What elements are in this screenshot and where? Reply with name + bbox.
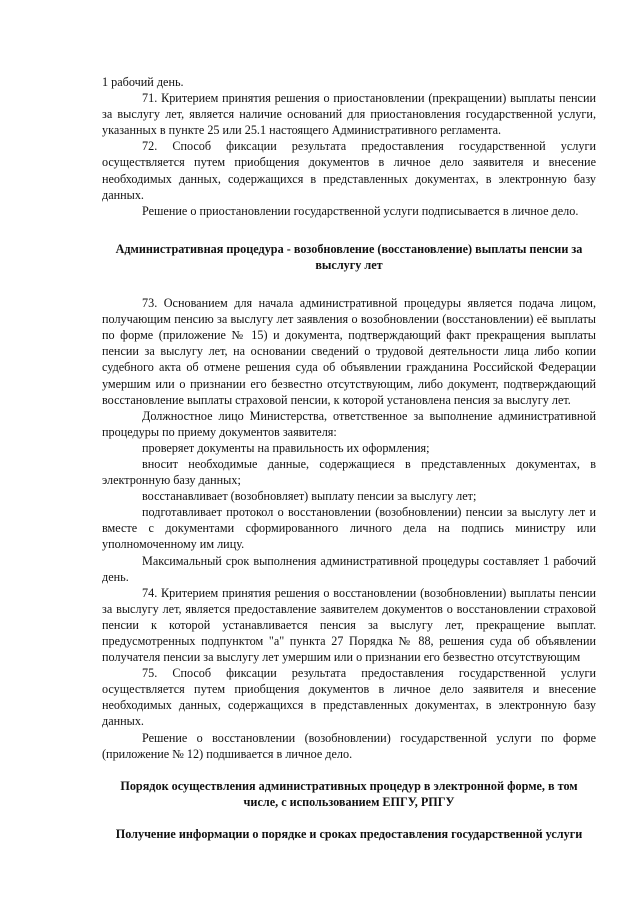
paragraph-73: 73. Основанием для начала административной процедуры является подача лицом, получающим пенсию за выслугу лет заявления о возобновлении (восстановлении) её выплаты по форме (приложение № 15) и документа, подтверждающий факт прекращения выплаты пенсии за выслугу лет, на основании сведений о трудовой деятельности лица либо копии судебного акта об отмене решения суда об объявлении гражданина Российской Федерации умершим или о признании его безвестно отсутствующим, либо документ, подтверждающий восстановление выплаты страховой пенсии, к которой установлена пенсия за выслугу лет. <box>102 296 596 407</box>
paragraph-72: 72. Способ фиксации результата предоставления государственной услуги осуществляется путем приобщения документов в личное дело заявителя и внесение необходимых данных, содержащихся в представленных документах, в электронную базу данных. <box>102 139 596 202</box>
spacer <box>102 219 596 241</box>
list-item-restore-payment: восстанавливает (возобновляет) выплату пенсии за выслугу лет; <box>142 489 477 504</box>
paragraph-75-decision: Решение о восстановлении (возобновлении) государственной услуги по форме (приложение № 12) подшивается в личное дело. <box>102 730 596 761</box>
list-item-prepare-protocol: подготавливает протокол о восстановлении (возобновлении) пенсии за выслугу лет и вместе с документами сформированного личного дела на подпись министру или уполномоченному им лицу. <box>102 505 596 552</box>
paragraph-74: 74. Критерием принятия решения о восстановлении (возобновлении) выплаты пенсии за выслугу лет, является предоставление заявителем документов о восстановлении страховой пенсии к которой устанавливается пенсия за выслугу лет, прекращение выплат. предусмотренных подпунктом "а" пункта 27 Порядка № 88, решения суда об объявлении получателя пенсии за выслугу лет умершим или о признании его безвестно отсутствующим <box>102 585 596 665</box>
paragraph-72-decision: Решение о приостановлении государственной услуги подписывается в личное дело. <box>142 203 579 218</box>
spacer <box>102 273 596 295</box>
section-heading-electronic: Порядок осуществления административных процедур в электронной форме, в том числе, с использованием ЕПГУ, РПГУ <box>120 778 578 809</box>
paragraph-intro: 1 рабочий день. <box>102 75 184 89</box>
section-heading-information: Получение информации о порядке и сроках предоставления государственной услуги <box>115 826 583 841</box>
paragraph-71: 71. Критерием принятия решения о приостановлении (прекращении) выплаты пенсии за выслугу лет, является наличие оснований для приостановления государственной услуги, указанных в пункте 25 или 25.1 настоящего Административного регламента. <box>102 91 596 138</box>
paragraph-73-official: Должностное лицо Министерства, ответственное за выполнение административной процедуры по приему документов заявителя: <box>102 408 596 439</box>
paragraph-73-deadline: Максимальный срок выполнения административной процедуры составляет 1 рабочий день. <box>102 553 596 584</box>
spacer <box>102 762 596 778</box>
list-item-enter-data: вносит необходимые данные, содержащиеся в представленных документах, в электронную базу данных; <box>102 456 596 488</box>
list-item-check-documents: проверяет документы на правильность их оформления; <box>142 440 430 455</box>
paragraph-75: 75. Способ фиксации результата предоставления государственной услуги осуществляется путем приобщения документов в личное дело заявителя и внесение необходимых данных, содержащихся в представленных документах, в электронную базу данных. <box>102 666 596 729</box>
spacer <box>102 810 596 826</box>
section-heading-restoration: Административная процедура - возобновление (восстановление) выплаты пенсии за выслугу лет <box>115 241 583 272</box>
